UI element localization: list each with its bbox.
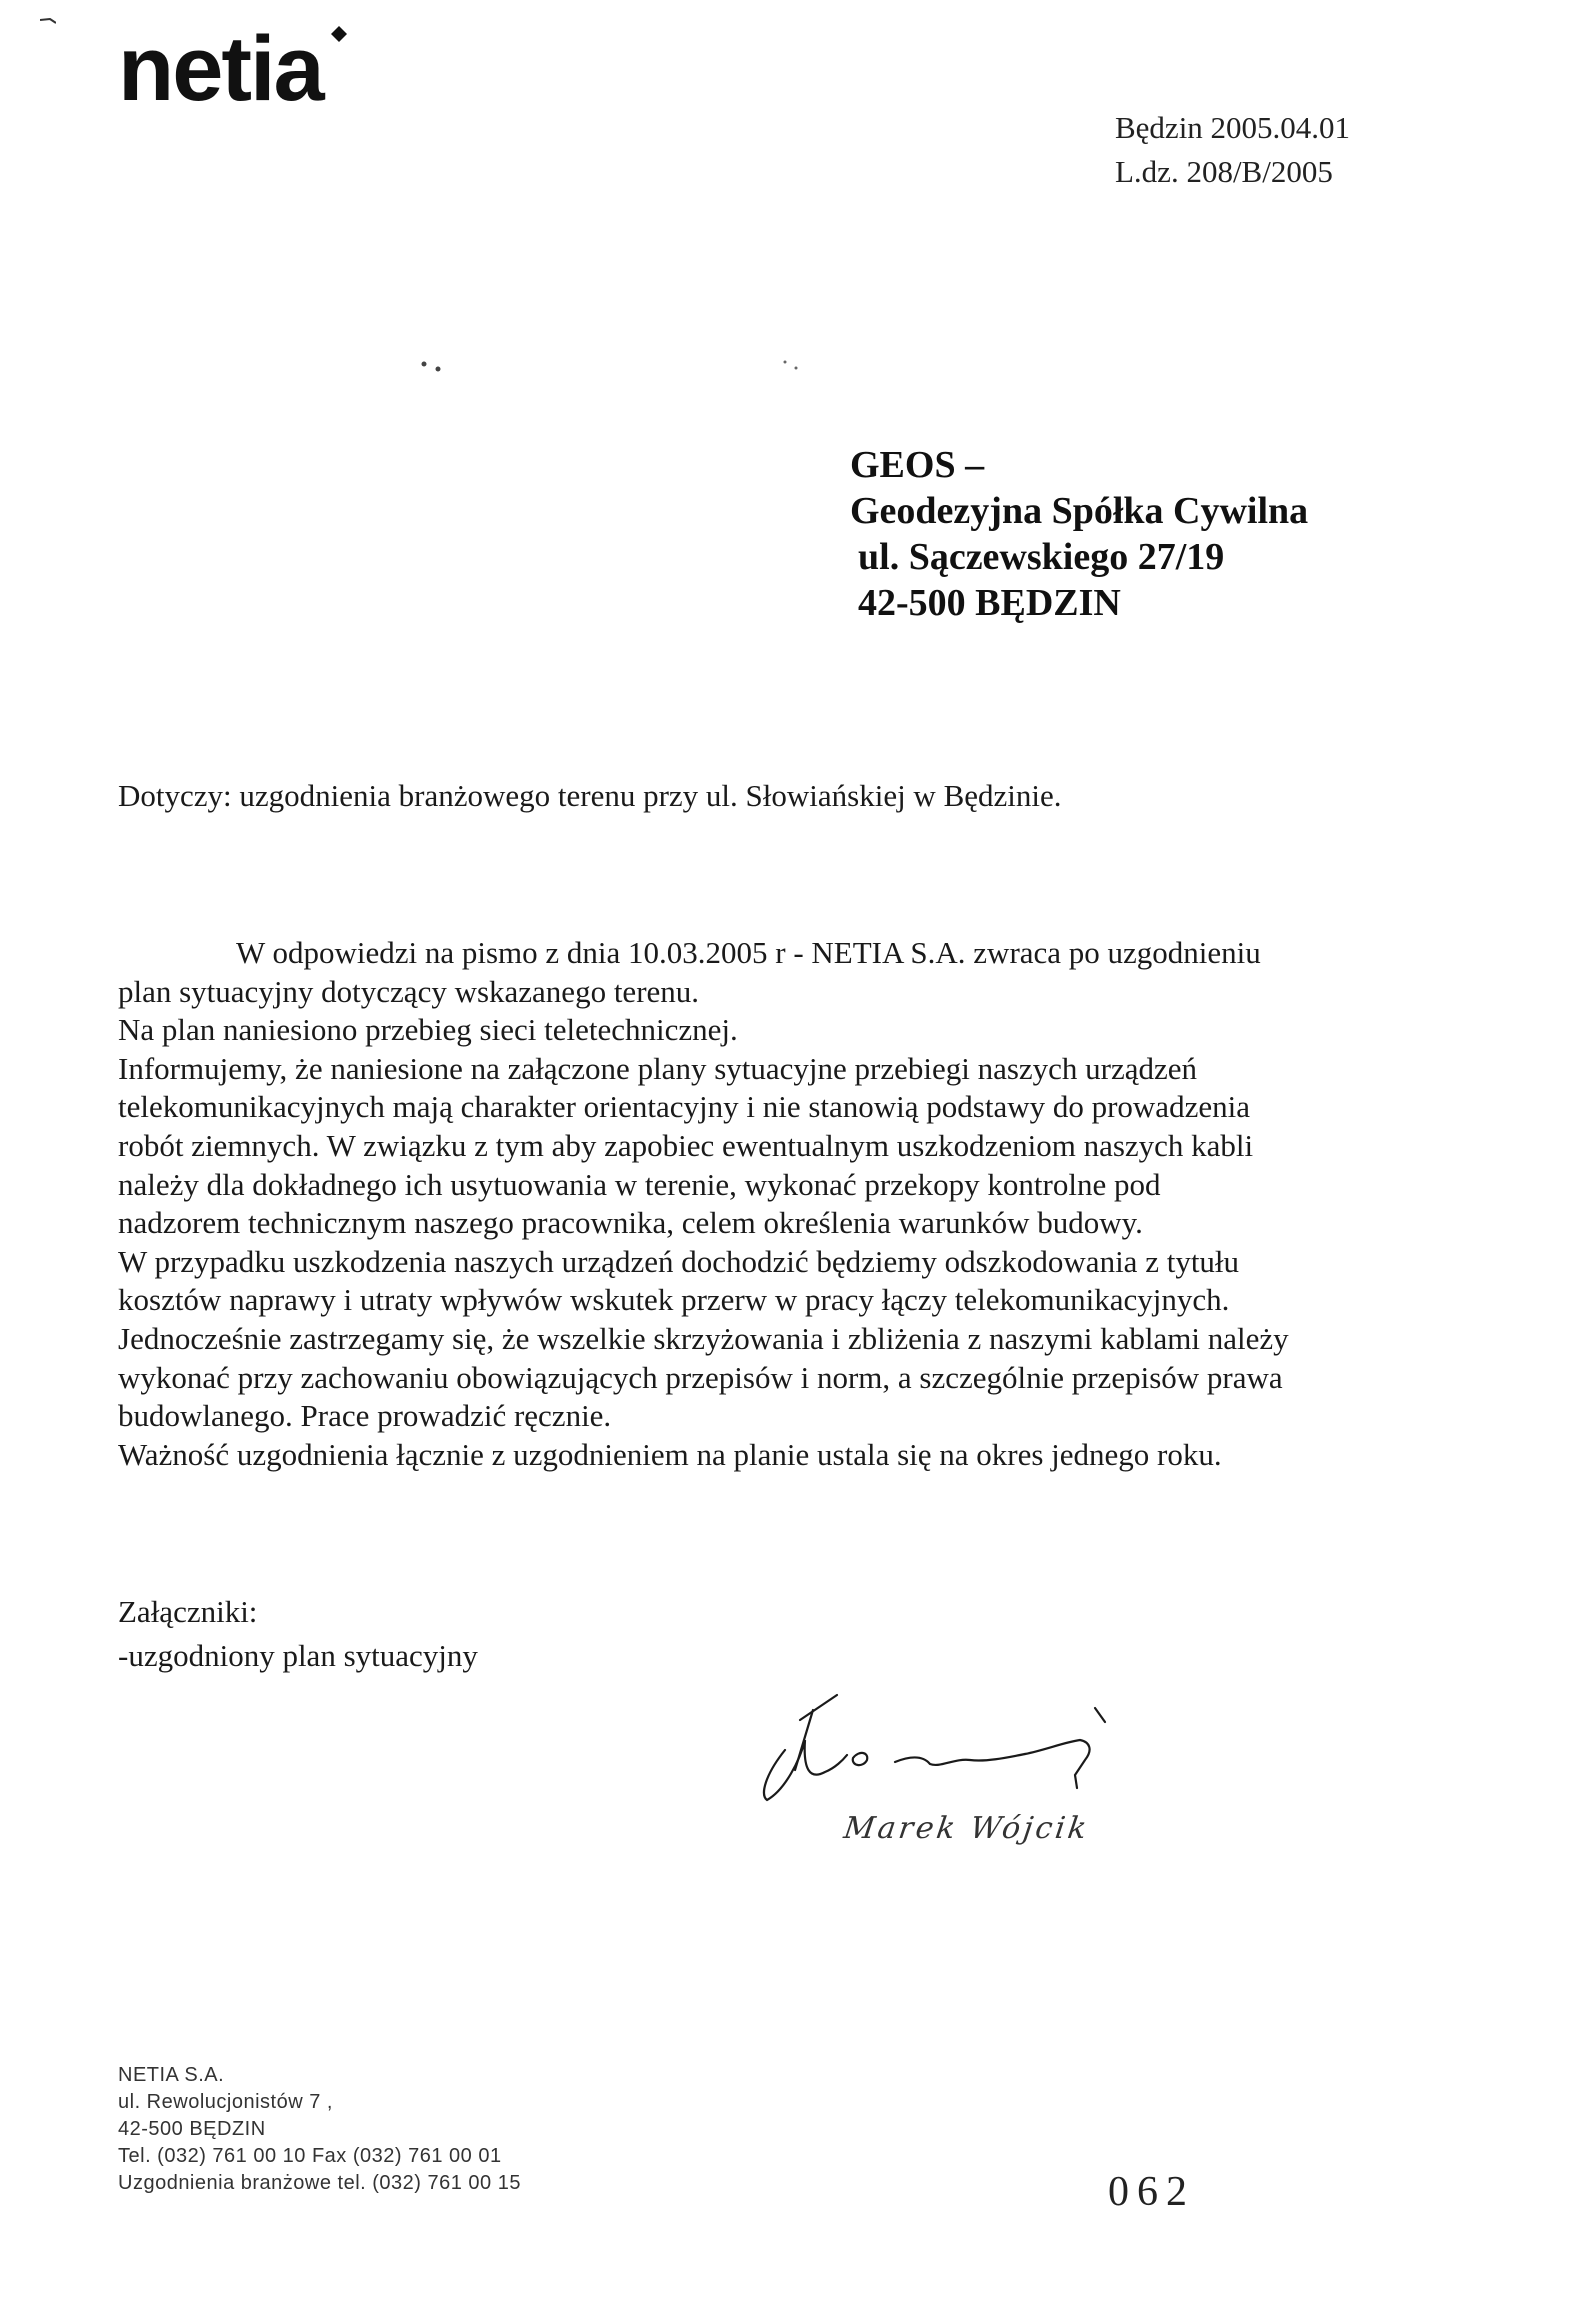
scan-mark-icon	[40, 18, 56, 24]
body-line: Informujemy, że naniesione na załączone plany sytuacyjne przebiegi naszych urządzeń	[118, 1050, 1198, 1086]
attachments	[118, 1590, 478, 1678]
letter-meta	[1115, 106, 1350, 194]
recipient-line-2: Geodezyjna Spółka Cywilna	[850, 490, 1309, 532]
footer-company: NETIA S.A.	[118, 2064, 225, 2086]
body-line: robót ziemnych. W związku z tym aby zapobiec ewentualnym uszkodzeniom naszych kabli	[118, 1127, 1254, 1163]
body-line: kosztów naprawy i utraty wpływów wskutek przerw w pracy łączy telekomunikacyjnych.	[118, 1282, 1230, 1318]
body-line: Na plan naniesiono przebieg sieci teletechnicznej.	[118, 1012, 738, 1048]
place-date: Będzin 2005.04.01	[1115, 110, 1351, 145]
body-line: należy dla dokładnego ich usytuowania w terenie, wykonać przekopy kontrolne pod	[118, 1166, 1161, 1202]
body-line: budowlanego. Prace prowadzić ręcznie.	[118, 1398, 612, 1434]
handwritten-signature	[755, 1680, 1215, 1870]
body-line: telekomunikacyjnych mają charakter orientacyjny i nie stanowią podstawy do prowadzenia	[118, 1089, 1250, 1125]
body-line: W przypadku uszkodzenia naszych urządzeń dochodzić będziemy odszkodowania z tytułu	[118, 1243, 1240, 1279]
svg-text:Marek Wójcik: Marek Wójcik	[841, 1811, 1092, 1846]
svg-text:netia: netia	[118, 22, 323, 112]
netia-logo-mark	[118, 22, 428, 112]
page-number: 062	[1108, 2169, 1195, 2215]
body-line: W odpowiedzi na pismo z dnia 10.03.2005 r - NETIA S.A. zwraca po uzgodnieniu	[236, 935, 1261, 970]
footer-city: 42-500 BĘDZIN	[118, 2118, 266, 2140]
scan-specks	[420, 356, 800, 376]
body-line: plan sytuacyjny dotyczący wskazanego terenu.	[118, 973, 700, 1009]
recipient-line-4: 42-500 BĘDZIN	[858, 582, 1121, 624]
reference-number: L.dz. 208/B/2005	[1115, 154, 1333, 189]
subject-line: Dotyczy: uzgodnienia branżowego terenu przy ul. Słowiańskiej w Będzinie.	[118, 778, 1062, 813]
attachments-label: Załączniki:	[118, 1594, 258, 1629]
letter-body	[118, 934, 1388, 1474]
recipient-address	[850, 442, 1308, 626]
footer-street: ul. Rewolucjonistów 7 ,	[118, 2091, 333, 2113]
company-footer	[118, 2062, 521, 2197]
body-line: Ważność uzgodnienia łącznie z uzgodnieniem na planie ustala się na okres jednego roku.	[118, 1436, 1222, 1472]
netia-logo	[118, 22, 428, 117]
body-line: wykonać przy zachowaniu obowiązujących przepisów i norm, a szczególnie przepisów prawa	[118, 1359, 1283, 1395]
body-line: Jednocześnie zastrzegamy się, że wszelkie skrzyżowania i zbliżenia z naszymi kablami należy	[118, 1320, 1289, 1356]
recipient-line-1: GEOS –	[850, 444, 985, 486]
body-line: nadzorem technicznym naszego pracownika, celem określenia warunków budowy.	[118, 1205, 1143, 1241]
recipient-line-3: ul. Sączewskiego 27/19	[858, 536, 1225, 578]
footer-branch-phone: Uzgodnienia branżowe tel. (032) 761 00 15	[118, 2172, 521, 2194]
footer-phone-fax: Tel. (032) 761 00 10 Fax (032) 761 00 01	[118, 2145, 502, 2167]
attachment-item: -uzgodniony plan sytuacyjny	[118, 1638, 478, 1673]
